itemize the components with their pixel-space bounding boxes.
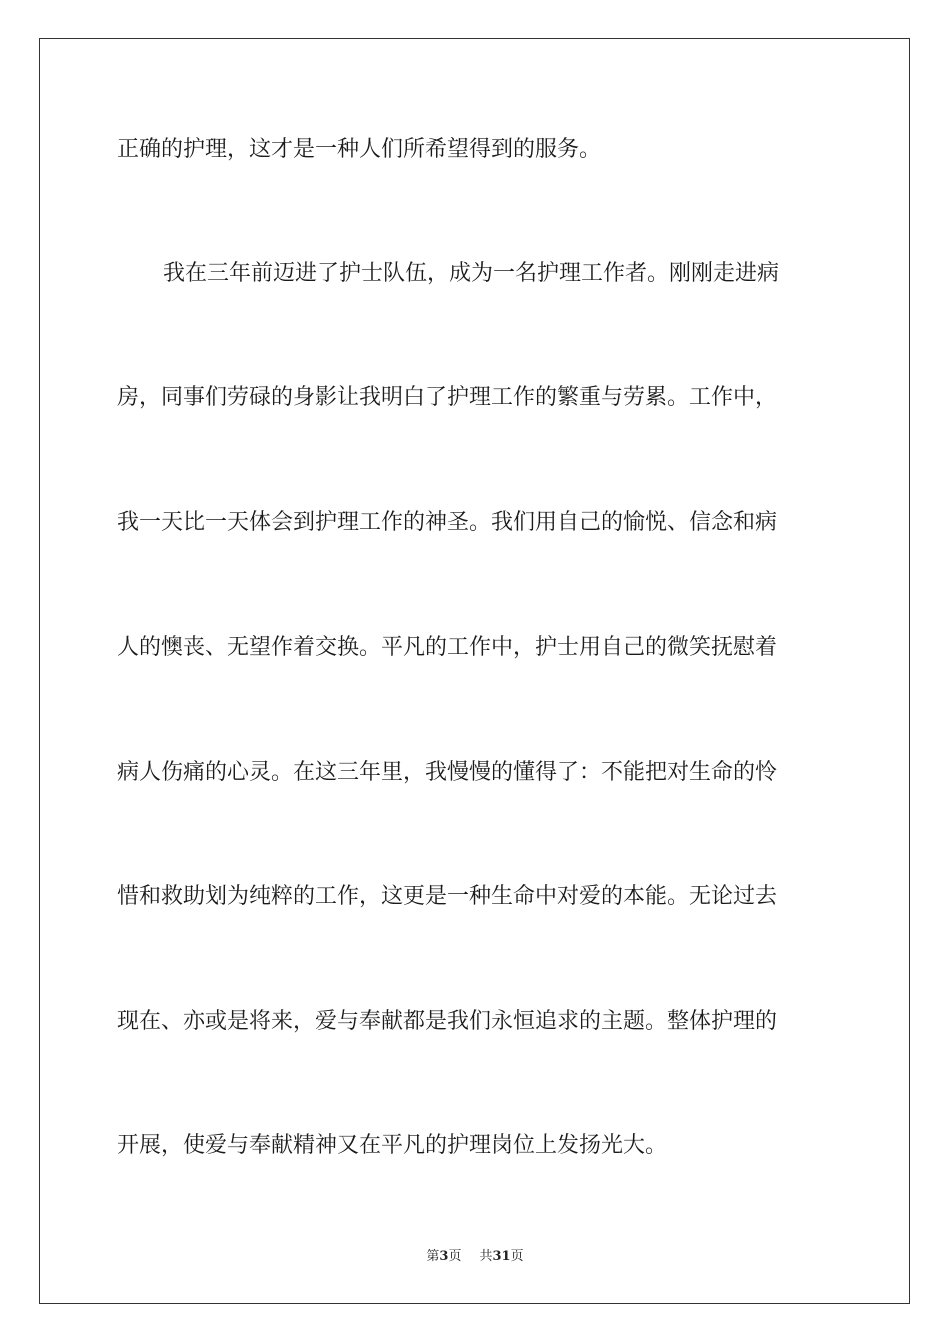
text-line-9: 开展，使爱与奉献精神又在平凡的护理岗位上发扬光大。 [117,1133,668,1158]
text-line-8: 现在、亦或是将来，爱与奉献都是我们永恒追求的主题。整体护理的 [117,1009,778,1034]
page-border [39,38,910,1304]
total-prefix: 共 [479,1249,493,1264]
text-line-7: 惜和救助划为纯粹的工作，这更是一种生命中对爱的本能。无论过去 [117,884,778,909]
page-footer [0,1248,950,1266]
page-number: 3 [439,1249,449,1264]
text-line-6: 病人伤痛的心灵。在这三年里，我慢慢的懂得了：不能把对生命的怜 [117,760,778,785]
text-line-5: 人的懊丧、无望作着交换。平凡的工作中，护士用自己的微笑抚慰着 [117,635,778,660]
total-suffix: 页 [510,1249,524,1264]
page-suffix: 页 [448,1249,462,1264]
text-line-4: 我一天比一天体会到护理工作的神圣。我们用自己的愉悦、信念和病 [117,510,778,535]
page-prefix: 第 [426,1249,440,1264]
text-line-2: 我在三年前迈进了护士队伍，成为一名护理工作者。刚刚走进病 [163,261,780,286]
text-line-1: 正确的护理，这才是一种人们所希望得到的服务。 [117,137,602,162]
text-line-3: 房，同事们劳碌的身影让我明白了护理工作的繁重与劳累。工作中， [117,385,778,410]
total-pages: 31 [492,1249,511,1264]
